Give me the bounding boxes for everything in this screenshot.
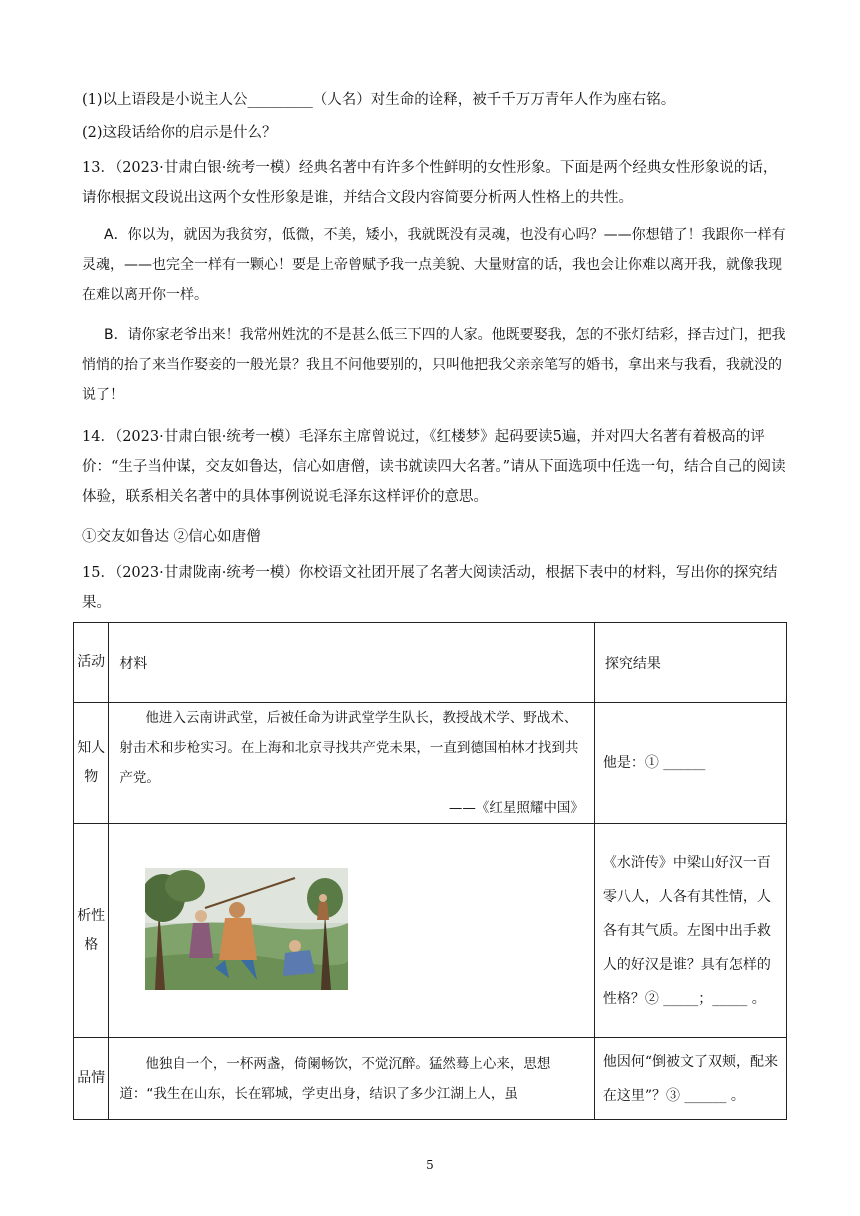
page-number: 5: [426, 1158, 434, 1172]
row-activity: 品情: [74, 1038, 109, 1120]
table-row: [74, 1038, 787, 1120]
material-text: 他进入云南讲武堂，后被任命为讲武堂学生队长，教授战术学、野战术、射击术和步枪实习。在上海和北京寻找共产党未果，一直到德国柏林才找到共产党。: [119, 710, 579, 786]
water-margin-illustration: [145, 868, 348, 990]
material-text: 他独自一个，一杯两盏，倚阑畅饮，不觉沉醉。猛然蓦上心来，思想道：“我生在山东，长在郓城，学吏出身，结识了多少江湖上人，虽: [119, 1055, 551, 1102]
row-result: 他是：① ______: [594, 703, 786, 824]
header-result: 探究结果: [594, 623, 786, 703]
row-material: [109, 703, 594, 824]
header-material: 材料: [109, 623, 594, 703]
table-row: [74, 824, 787, 1038]
activity-table: [73, 622, 787, 1120]
row-activity: 知人物: [74, 703, 109, 824]
material-source: ——《红星照耀中国》: [448, 800, 584, 816]
q12-line1: (1)以上语段是小说主人公_________（人名）对生命的诠释，被千千万万青年人作为座右铭。: [82, 92, 676, 108]
row-material: [109, 824, 594, 1038]
q13-option-b: B．请你家老爷出来！我常州姓沈的不是甚么低三下四的人家。他既要娶我，怎的不张灯结彩，择吉过门，把我悄悄的抬了来当作娶妾的一般光景？我且不问他要别的，只叫他把我父亲亲笔写的婚书，拿出来与我看，我就没的说了！: [82, 327, 786, 403]
row-result: 《水浒传》中梁山好汉一百零八人，人各有其性情，人各有其气质。左图中出手救人的好汉是谁？具有怎样的性格？② _____；_____ 。: [594, 824, 786, 1038]
row-result: 他因何“倒被文了双颊，配来在这里”？③ ______ 。: [594, 1038, 786, 1120]
table-header-row: [74, 623, 787, 703]
row-activity: 析性格: [74, 824, 109, 1038]
q14-options: ①交友如鲁达 ②信心如唐僧: [82, 529, 261, 545]
row-material: [109, 1038, 594, 1120]
header-activity: 活动: [74, 623, 109, 703]
q15-stem: 15．（2023·甘肃陇南·统考一模）你校语文社团开展了名著大阅读活动，根据下表中的材料，写出你的探究结果。: [82, 565, 778, 611]
q13-option-a: A．你以为，就因为我贫穷，低微，不美，矮小，我就既没有灵魂，也没有心吗？——你想错了！我跟你一样有灵魂，——也完全一样有一颗心！要是上帝曾赋予我一点美貌、大量财富的话，我也会让你难以离开我，就像我现在难以离开你一样。: [82, 227, 786, 303]
table-row: [74, 703, 787, 824]
q12-line2: (2)这段话给你的启示是什么？: [82, 125, 277, 141]
q14-stem: 14．（2023·甘肃白银·统考一模）毛泽东主席曾说过，《红楼梦》起码要读5遍，并对四大名著有着极高的评价：“生子当仲谋，交友如鲁达，信心如唐僧，读书就读四大名著。”请从下面选项中任选一句，结合自己的阅读体验，联系相关名著中的具体事例说说毛泽东这样评价的意思。: [82, 429, 786, 505]
q13-stem: 13．（2023·甘肃白银·统考一模）经典名著中有许多个性鲜明的女性形象。下面是两个经典女性形象说的话，请你根据文段说出这两个女性形象是谁，并结合文段内容简要分析两人性格上的共性。: [82, 160, 778, 206]
